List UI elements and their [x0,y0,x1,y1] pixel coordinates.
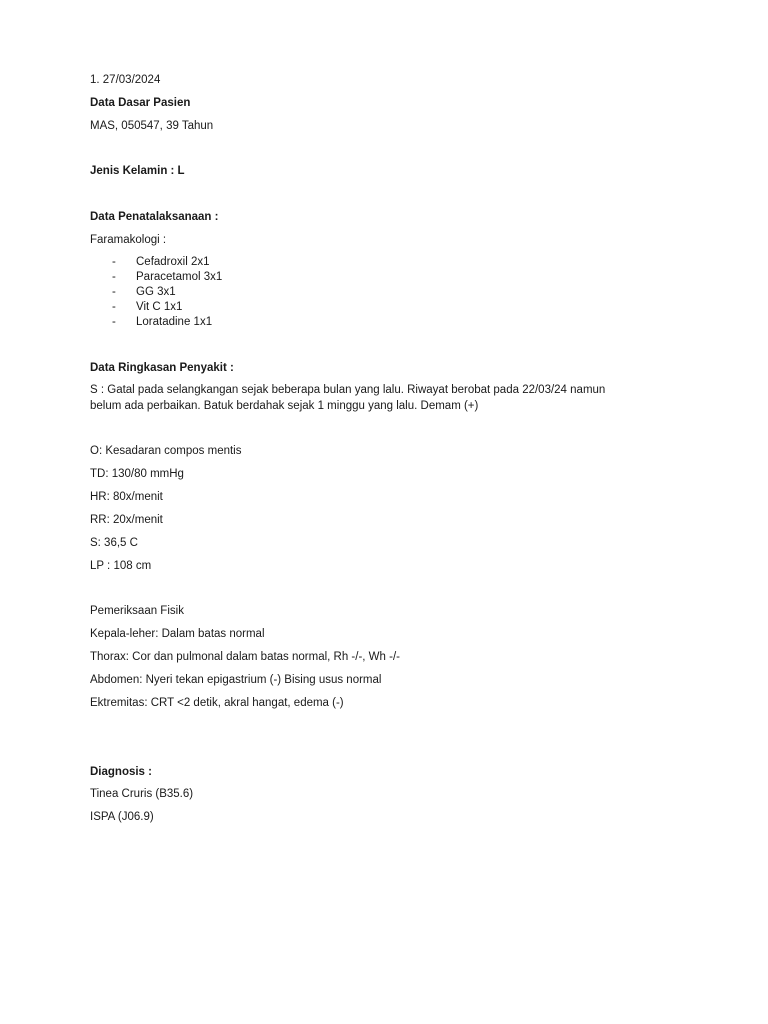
section-title-management: Data Penatalaksanaan : [90,211,219,223]
list-bullet: - [112,271,116,283]
gender: Jenis Kelamin : L [90,165,185,177]
exam-thorax: Thorax: Cor dan pulmonal dalam batas normal, Rh -/-, Wh -/- [90,651,400,663]
vital-s: S: 36,5 C [90,537,138,549]
list-bullet: - [112,301,116,313]
medication-name: GG 3x1 [136,286,176,298]
diagnosis-item: ISPA (J06.9) [90,811,154,823]
medication-name: Loratadine 1x1 [136,316,213,328]
vital-td: TD: 130/80 mmHg [90,468,184,480]
vital-lp: LP : 108 cm [90,560,152,572]
subjective-line-2: belum ada perbaikan. Batuk berdahak sejak 1 minggu yang lalu. Demam (+) [90,400,479,412]
vital-rr: RR: 20x/menit [90,514,163,526]
medication-name: Vit C 1x1 [136,301,183,313]
exam-title: Pemeriksaan Fisik [90,605,184,617]
medication-name: Paracetamol 3x1 [136,271,223,283]
exam-abdomen: Abdomen: Nyeri tekan epigastrium (-) Bising usus normal [90,674,382,686]
section-title-diagnosis: Diagnosis : [90,766,152,778]
entry-date: 1. 27/03/2024 [90,74,161,86]
vital-hr: HR: 80x/menit [90,491,163,503]
patient-info: MAS, 050547, 39 Tahun [90,120,214,132]
section-title-summary: Data Ringkasan Penyakit : [90,362,234,374]
exam-head-neck: Kepala-leher: Dalam batas normal [90,628,265,640]
subjective-line-1: S : Gatal pada selangkangan sejak beberapa bulan yang lalu. Riwayat berobat pada 22/03/24 namun [90,384,606,396]
list-bullet: - [112,256,116,268]
exam-extremities: Ektremitas: CRT <2 detik, akral hangat, edema (-) [90,697,344,709]
list-bullet: - [112,316,116,328]
diagnosis-item: Tinea Cruris (B35.6) [90,788,194,800]
objective: O: Kesadaran compos mentis [90,445,242,457]
medication-name: Cefadroxil 2x1 [136,256,210,268]
pharmacology-label: Faramakologi : [90,234,167,246]
list-bullet: - [112,286,116,298]
section-title-patient-data: Data Dasar Pasien [90,97,191,109]
